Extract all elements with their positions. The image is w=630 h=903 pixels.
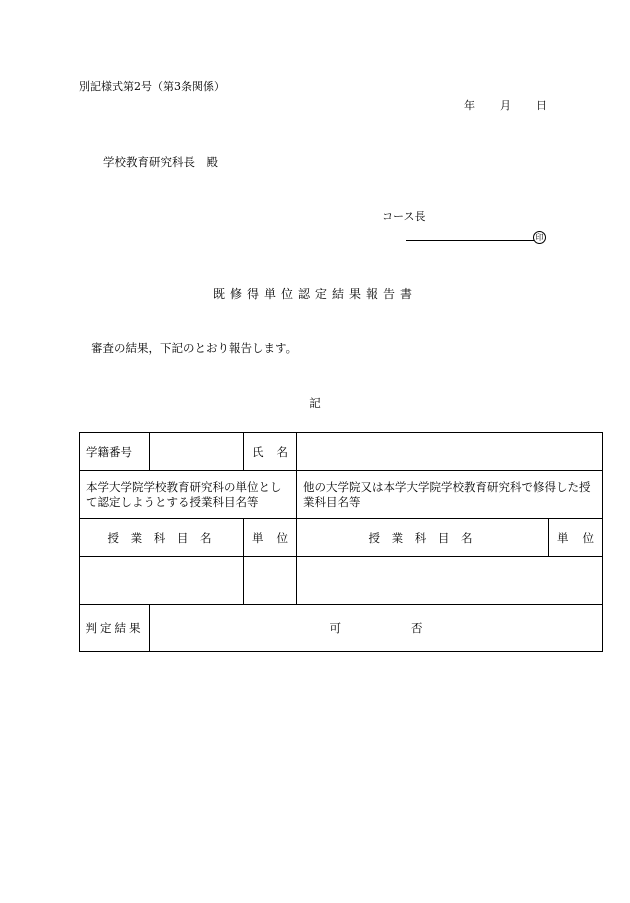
- form-number: 別記様式第2号（第3条関係）: [79, 80, 225, 93]
- date-day: 日: [536, 99, 547, 112]
- ki-label: 記: [309, 396, 321, 410]
- judgment-label: 判定結果: [80, 605, 150, 652]
- table-row-student: [80, 433, 603, 471]
- signature-line: [406, 240, 534, 241]
- left-subject-header: 授 業 科 目 名: [80, 519, 244, 557]
- date-month: 月: [500, 99, 511, 112]
- right-unit-char2: 位: [582, 530, 594, 545]
- right-unit-char1: 単: [557, 530, 569, 545]
- left-subject-entry[interactable]: [80, 557, 244, 605]
- reject-option[interactable]: 否: [411, 621, 423, 635]
- table-row-headers: [80, 519, 603, 557]
- table-row-entries: [80, 557, 603, 605]
- student-id-field[interactable]: [150, 433, 244, 471]
- student-id-label: 学籍番号: [80, 433, 150, 471]
- report-table: [79, 432, 603, 652]
- right-subject-desc: 他の大学院又は本学大学院学校教育研究科で修得した授業科目名等: [297, 471, 603, 519]
- seal-icon: 印: [533, 231, 546, 244]
- judgment-options: [150, 605, 603, 652]
- document-title: 既修得単位認定結果報告書: [212, 287, 417, 301]
- body-text: 審査の結果，下記のとおり報告します。: [91, 341, 298, 355]
- table-row-judgment: [80, 605, 603, 652]
- table-row-descriptions: [80, 471, 603, 519]
- name-label-left: 氏: [252, 444, 264, 459]
- date-year: 年: [464, 99, 475, 112]
- name-field[interactable]: [297, 433, 603, 471]
- left-unit-char2: 位: [276, 530, 288, 545]
- approve-option[interactable]: 可: [329, 621, 341, 635]
- left-subject-desc: 本学大学院学校教育研究科の単位として認定しようとする授業科目名等: [80, 471, 297, 519]
- right-unit-header: [549, 519, 603, 557]
- left-unit-char1: 単: [252, 530, 264, 545]
- name-label-cell: [244, 433, 297, 471]
- addressee: 学校教育研究科長 殿: [103, 155, 218, 169]
- name-label-right: 名: [276, 444, 288, 459]
- course-head-title: コース長: [382, 210, 426, 223]
- left-unit-entry[interactable]: [244, 557, 297, 605]
- right-subject-header: 授 業 科 目 名: [297, 519, 549, 557]
- left-unit-header: [244, 519, 297, 557]
- right-subject-entry[interactable]: [297, 557, 603, 605]
- date-line: [464, 100, 547, 111]
